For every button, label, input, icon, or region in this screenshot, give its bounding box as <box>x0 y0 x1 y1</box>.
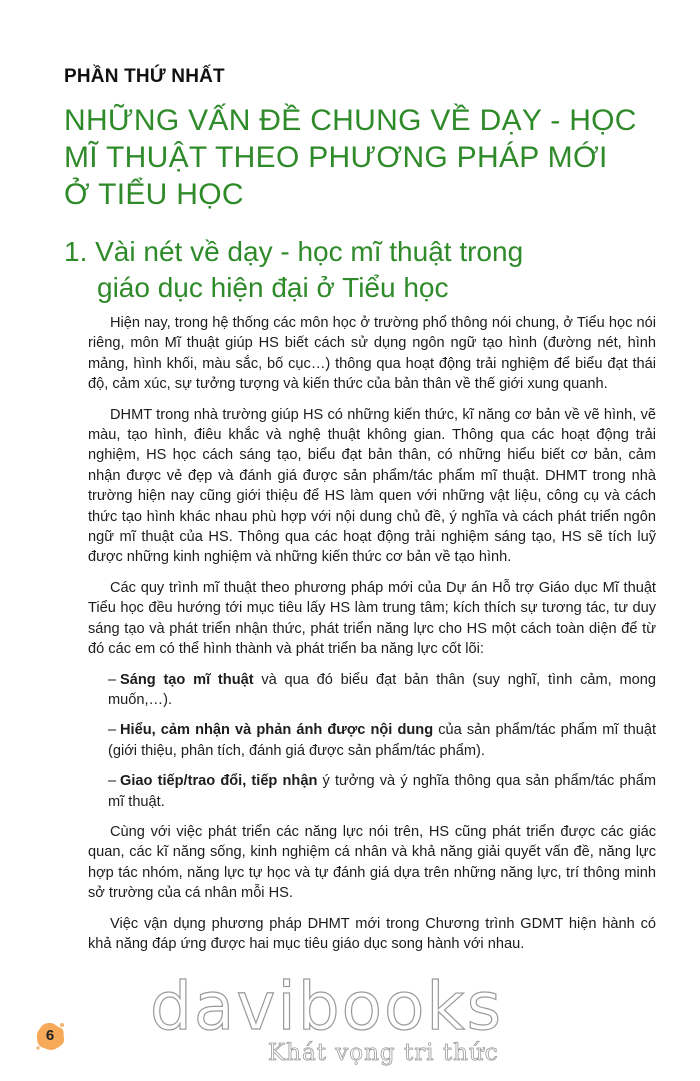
chapter-title-line: Ở TIỂU HỌC <box>64 178 244 211</box>
chapter-title-line: MĨ THUẬT THEO PHƯƠNG PHÁP MỚI <box>64 141 608 174</box>
bullet-dash: – <box>108 773 117 790</box>
chapter-title <box>64 102 664 213</box>
section-title <box>64 234 664 306</box>
list-item <box>108 720 656 761</box>
paragraph: DHMT trong nhà trường giúp HS có những kiến thức, kĩ năng cơ bản về vẽ hình, vẽ màu, tạo hình, điêu khắc và nghệ thuật không gian. Thông qua các hoạt động trải nghiệm, HS học cách sáng tạo, biểu đạt bản thân, có những hiểu biết cơ bản, cảm nhận được vẻ đẹp và đánh giá được sản phẩm/tác phẩm mĩ thuật. DHMT trong nhà trường hiện nay cũng giới thiệu để HS làm quen với những vật liệu, công cụ và cách thức tạo hình khác nhau phù hợp với nội dung chủ đề, ý nghĩa và cách phát triển ngôn ngữ mĩ thuật của HS. Thông qua các hoạt động trải nghiệm sáng tạo, HS sẽ tích luỹ được những kinh nghiệm và những kiến thức cơ bản về tạo hình. <box>88 406 656 566</box>
paragraph: Các quy trình mĩ thuật theo phương pháp mới của Dự án Hỗ trợ Giáo dục Mĩ thuật Tiểu học đều hướng tới mục tiêu lấy HS làm trung tâm; kích thích sự tương tác, tư duy sáng tạo và phát triển nhận thức, phát triển năng lực cho HS một cách toàn diện để từ đó các em có thể hình thành và phát triển ba năng lực cốt lõi: <box>88 579 656 658</box>
page-number: 6 <box>45 1027 55 1044</box>
list-item-bold: Hiểu, cảm nhận và phản ánh được nội dung <box>120 722 434 739</box>
list-item-text: ý tưởng và ý nghĩa thông qua sản phẩm/tác phẩm mĩ thuật. <box>108 773 657 810</box>
page-number-badge <box>34 1020 66 1052</box>
list-item-text: và qua đó biểu đạt bản thân (suy nghĩ, tình cảm, mong muốn,…). <box>108 671 656 708</box>
watermark-brand: davibooks <box>150 968 503 1045</box>
bullet-dash: – <box>108 722 117 739</box>
competency-list <box>88 670 656 812</box>
paragraph: Hiện nay, trong hệ thống các môn học ở trường phổ thông nói chung, ở Tiểu học nói riêng, môn Mĩ thuật giúp HS biết cách sử dụng ngôn ngữ tạo hình (đường nét, hình mảng, hình khối, màu sắc, bố cục…) thông qua hoạt động trải nghiệm để biểu đạt thái độ, cảm xúc, sự tưởng tượng và kiến thức của bản thân về thế giới xung quanh. <box>88 315 656 393</box>
watermark-slogan: Khát vọng tri thức <box>268 1040 499 1066</box>
list-item <box>108 771 656 812</box>
paragraph: Việc vận dụng phương pháp DHMT mới trong Chương trình GDMT hiện hành có khả năng đáp ứng được hai mục tiêu giáo dục song hành với nhau. <box>88 915 656 952</box>
section-title-line: giáo dục hiện đại ở Tiểu học <box>97 272 449 303</box>
part-title: PHẦN THỨ NHẤT <box>64 66 225 87</box>
bullet-dash: – <box>108 671 117 688</box>
list-item-bold: Giao tiếp/trao đổi, tiếp nhận <box>120 773 318 790</box>
chapter-title-line: NHỮNG VẤN ĐỀ CHUNG VỀ DẠY - HỌC <box>64 104 637 137</box>
list-item <box>108 670 656 711</box>
body-text <box>88 313 656 964</box>
list-item-text: của sản phẩm/tác phẩm mĩ thuật (giới thiệu, phân tích, đánh giá được sản phẩm/tác phẩm). <box>108 722 656 759</box>
paragraph: Cùng với việc phát triển các năng lực nói trên, HS cũng phát triển được các giác quan, các kĩ năng sống, kinh nghiệm cá nhân và khả năng giải quyết vấn đề, năng lực hợp tác nhóm, năng lực tự học và tự đánh giá dựa trên những năng lực, trí thông minh sở trường của cá nhân mỗi HS. <box>88 823 656 902</box>
section-title-line: 1. Vài nét về dạy - học mĩ thuật trong <box>64 236 524 267</box>
list-item-bold: Sáng tạo mĩ thuật <box>120 671 254 688</box>
